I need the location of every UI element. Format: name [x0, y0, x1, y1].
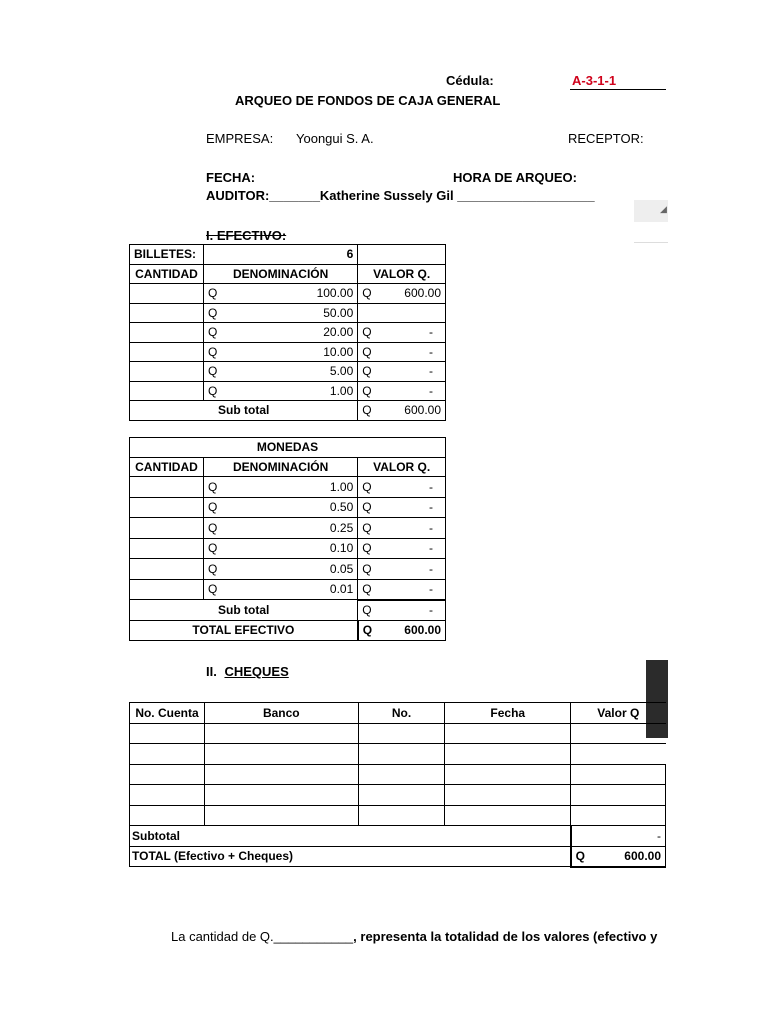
cell[interactable]: [358, 744, 445, 765]
table-row: [130, 785, 666, 806]
cur: Q: [362, 623, 373, 638]
header-cantidad: CANTIDAD: [130, 264, 204, 284]
header-valor: VALOR Q.: [358, 457, 446, 477]
cur: Q: [207, 561, 218, 576]
value-cell: [358, 497, 446, 518]
denom: 20.00: [323, 325, 354, 340]
total-row: [130, 620, 446, 641]
table-row: [130, 559, 446, 580]
resize-icon: ◢: [660, 204, 667, 214]
header-banco: Banco: [204, 703, 358, 724]
billetes-table: [129, 244, 446, 421]
cell[interactable]: [571, 723, 666, 744]
cell[interactable]: [445, 785, 571, 806]
table-row: [130, 805, 666, 826]
denom: 0.50: [329, 500, 354, 515]
billetes-label: BILLETES:: [130, 245, 204, 265]
monedas-table: [129, 437, 446, 641]
cur: Q: [362, 383, 372, 398]
cell[interactable]: [358, 785, 445, 806]
denom-cell: [203, 477, 357, 498]
cur: Q: [207, 305, 218, 320]
value: -: [429, 479, 433, 494]
efectivo-title-text: I. EFECTIVO:: [206, 228, 287, 243]
cur: Q: [362, 364, 372, 379]
qty-cell[interactable]: [130, 323, 204, 343]
cheques-table: [129, 702, 666, 868]
header-cantidad: CANTIDAD: [130, 457, 204, 477]
qty-cell[interactable]: [130, 477, 204, 498]
efectivo-section-title: [206, 228, 286, 243]
cell[interactable]: [130, 785, 205, 806]
cell[interactable]: [204, 744, 358, 765]
cell[interactable]: [358, 723, 445, 744]
subtotal-label: Sub total: [130, 600, 358, 621]
empresa-label: EMPRESA:: [206, 131, 274, 146]
qty-cell[interactable]: [130, 362, 204, 382]
total-efectivo-value: 600.00: [404, 623, 441, 638]
denom: 5.00: [329, 364, 354, 379]
denom: 1.00: [329, 479, 354, 494]
cheques-roman: II.: [206, 664, 217, 679]
subtotal-value: 600.00: [404, 403, 441, 418]
denom: 0.10: [329, 541, 354, 556]
billetes-count: 6: [203, 245, 357, 265]
denom-cell: [203, 559, 357, 580]
denom-cell: [203, 284, 357, 304]
cur: Q: [362, 582, 372, 596]
cell[interactable]: [445, 805, 571, 826]
denom-cell: [203, 497, 357, 518]
value-cell: [358, 284, 446, 304]
table-row: [130, 323, 446, 343]
total-row: [130, 846, 666, 867]
receptor-label: RECEPTOR:: [568, 131, 644, 146]
cur: Q: [362, 325, 372, 340]
header-valor: VALOR Q.: [358, 264, 446, 284]
cheques-subtotal-label: Subtotal: [130, 826, 571, 847]
total-efectivo-label: TOTAL EFECTIVO: [130, 620, 358, 641]
cell[interactable]: [571, 805, 666, 826]
cur: Q: [362, 520, 372, 535]
subtotal-row: [130, 600, 446, 621]
monedas-title: MONEDAS: [130, 438, 446, 458]
grand-total-label: TOTAL (Efectivo + Cheques): [130, 846, 571, 867]
table-header-row: [130, 457, 446, 477]
denom-cell: [203, 538, 357, 559]
cur: Q: [207, 364, 218, 379]
cell[interactable]: [445, 744, 571, 765]
grand-total-cell: [571, 846, 666, 867]
value-cell: [358, 381, 446, 401]
value-cell: [358, 518, 446, 539]
table-row: [130, 579, 446, 600]
subtotal-row: [130, 826, 666, 847]
table-row: [130, 497, 446, 518]
value: -: [429, 541, 433, 556]
cell[interactable]: [571, 744, 666, 765]
footer-statement: [171, 929, 657, 944]
footer-text-b: , representa la totalidad de los valores (efectivo y: [353, 929, 658, 944]
value-cell: [358, 559, 446, 580]
header-valor: Valor Q: [571, 703, 666, 724]
header-fecha: Fecha: [445, 703, 571, 724]
value: -: [429, 561, 433, 576]
cell[interactable]: [130, 764, 205, 785]
denom-cell: [203, 362, 357, 382]
value-cell: [358, 323, 446, 343]
cur: Q: [207, 582, 218, 597]
cell[interactable]: [130, 723, 205, 744]
qty-cell[interactable]: [130, 518, 204, 539]
cur: Q: [362, 403, 372, 418]
table-row: [130, 764, 666, 785]
denom-cell: [203, 323, 357, 343]
table-row: [130, 362, 446, 382]
auditor-line: AUDITOR:_______Katherine Sussely Gil ___________________: [206, 188, 595, 203]
table-row: [130, 744, 666, 765]
subtotal-label: Sub total: [130, 401, 358, 421]
denom-cell: [203, 303, 357, 323]
subtotal-value-cell: [358, 401, 446, 421]
value-cell: [358, 342, 446, 362]
subtotal-row: [130, 401, 446, 421]
cur: Q: [207, 520, 218, 535]
side-divider: [634, 242, 668, 243]
denom: 10.00: [323, 344, 354, 359]
cell[interactable]: [571, 785, 666, 806]
value: -: [429, 582, 433, 596]
billetes-row: [130, 245, 446, 265]
value: -: [429, 325, 433, 340]
cur: Q: [575, 849, 585, 863]
value: -: [429, 344, 433, 359]
cur: Q: [207, 286, 218, 301]
value: -: [429, 364, 433, 379]
cur: Q: [362, 344, 372, 359]
cell[interactable]: [204, 785, 358, 806]
cur: Q: [362, 479, 372, 494]
table-row: [130, 381, 446, 401]
header-denominacion: DENOMINACIÓN: [203, 264, 357, 284]
cur: Q: [207, 344, 218, 359]
cell[interactable]: [204, 723, 358, 744]
table-header-row: [130, 264, 446, 284]
table-row: [130, 477, 446, 498]
value: -: [429, 500, 433, 515]
table-row: [130, 723, 666, 744]
value-cell: [358, 579, 446, 600]
qty-cell[interactable]: [130, 381, 204, 401]
table-row: [130, 284, 446, 304]
cell[interactable]: [204, 764, 358, 785]
table-row: [130, 538, 446, 559]
denom: 100.00: [316, 286, 354, 301]
denom-cell: [203, 579, 357, 600]
cur: Q: [362, 500, 372, 515]
cell[interactable]: [204, 805, 358, 826]
value-cell: [358, 303, 446, 323]
denom: 0.05: [329, 561, 354, 576]
cheques-subtotal-value: -: [571, 826, 666, 847]
empresa-value: Yoongui S. A.: [296, 131, 374, 146]
qty-cell[interactable]: [130, 497, 204, 518]
cell[interactable]: [130, 744, 205, 765]
value-cell: [358, 477, 446, 498]
cur: Q: [207, 541, 218, 556]
denom-cell: [203, 381, 357, 401]
cedula-label: Cédula:: [446, 73, 494, 88]
value: -: [429, 383, 433, 398]
header-no-cuenta: No. Cuenta: [130, 703, 205, 724]
cur: Q: [362, 561, 372, 576]
cur: Q: [207, 479, 218, 494]
cur: Q: [207, 325, 218, 340]
header-no: No.: [358, 703, 445, 724]
table-row: [130, 518, 446, 539]
value: 600.00: [404, 286, 441, 301]
cedula-value: A-3-1-1: [572, 73, 617, 88]
value-cell: [358, 538, 446, 559]
fecha-label: FECHA:: [206, 170, 256, 185]
table-row: [130, 303, 446, 323]
qty-cell[interactable]: [130, 538, 204, 559]
value-cell: [358, 362, 446, 382]
total-efectivo-cell: [358, 620, 446, 641]
denom: 0.25: [329, 520, 354, 535]
qty-cell[interactable]: [130, 559, 204, 580]
qty-cell[interactable]: [130, 342, 204, 362]
denom: 50.00: [323, 305, 354, 320]
table-header-row: [130, 703, 666, 724]
cheques-name: CHEQUES: [224, 664, 289, 679]
header-denominacion: DENOMINACIÓN: [203, 457, 357, 477]
cell[interactable]: [445, 723, 571, 744]
denom-cell: [203, 342, 357, 362]
cur: Q: [207, 500, 218, 515]
subtotal-value-cell: [358, 600, 446, 621]
denom: 0.01: [329, 582, 354, 597]
hora-label: HORA DE ARQUEO:: [453, 170, 577, 185]
subtotal-value: -: [429, 603, 433, 617]
billetes-empty: [358, 245, 446, 265]
denom: 1.00: [329, 383, 354, 398]
cell[interactable]: [358, 805, 445, 826]
cur: Q: [362, 603, 372, 617]
cur: Q: [362, 286, 372, 301]
page-title: ARQUEO DE FONDOS DE CAJA GENERAL: [235, 93, 501, 108]
cell[interactable]: [130, 805, 205, 826]
qty-cell[interactable]: [130, 284, 204, 304]
cell[interactable]: [571, 764, 666, 785]
cheques-section-title: [206, 664, 289, 679]
qty-cell[interactable]: [130, 579, 204, 600]
cur: Q: [207, 383, 218, 398]
cur: Q: [362, 541, 372, 556]
monedas-title-row: [130, 438, 446, 458]
value: -: [429, 520, 433, 535]
cedula-underline: [570, 89, 666, 90]
qty-cell[interactable]: [130, 303, 204, 323]
footer-text-a: La cantidad de Q.___________: [171, 929, 354, 944]
table-row: [130, 342, 446, 362]
denom-cell: [203, 518, 357, 539]
grand-total-value: 600.00: [624, 849, 661, 863]
cell[interactable]: [445, 764, 571, 785]
cell[interactable]: [358, 764, 445, 785]
